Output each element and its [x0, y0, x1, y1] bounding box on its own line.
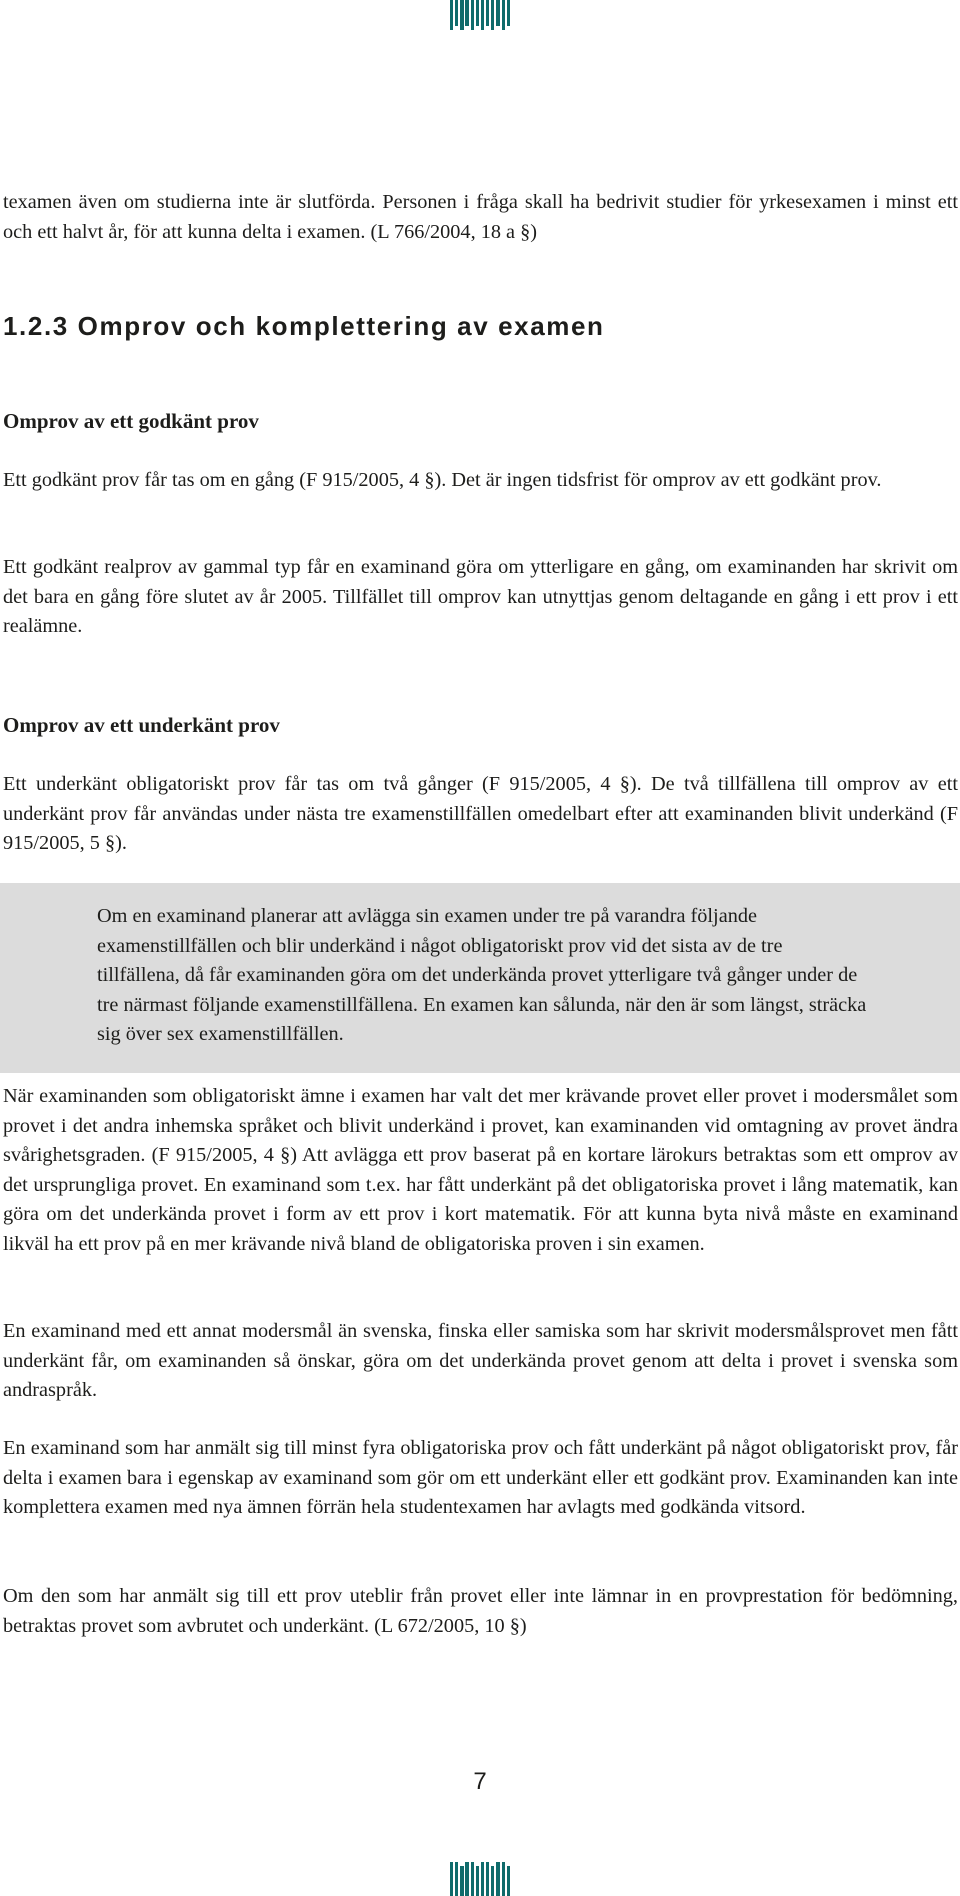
- subsection-heading-failed-retake: Omprov av ett underkänt prov: [3, 713, 280, 737]
- header-stripes-decoration: [450, 0, 510, 30]
- paragraph-failed-retake: Ett underkänt obligatoriskt prov får tas om två gånger (F 915/2005, 4 §). De två tillfällena till omprov av ett underkänt prov får användas under nästa tre examenstillfällen omedelbart efter att examinanden blivit underkänd (F 915/2005, 5 §).: [3, 773, 958, 854]
- paragraph-difficulty-change: När examinanden som obligatoriskt ämne i examen har valt det mer krävande provet eller provet i modersmålet som provet i det andra inhemska språket och blivit underkänd i provet, kan examinanden vid omtagning av provet ändra svårighetsgraden. (F 915/2005, 4 §) Att avlägga ett prov baserat på en kortare lärokurs betraktas som ett omprov av det ursprungliga provet. En examinand som t.ex. har fått underkänt på det obligatoriska provet i lång matematik, kan göra om det underkända provet i form av ett prov i kort matematik. För att kunna byta nivå måste en examinand likväl ha ett prov på en mer krävande nivå bland de obligatoriska proven i sin examen.: [3, 1085, 958, 1255]
- paragraph-other-mother-tongue: En examinand med ett annat modersmål än svenska, finska eller samiska som har skrivit modersmålsprovet men fått underkänt får, om examinanden så önskar, göra om det underkända provet genom att delta i provet i svenska som andraspråk.: [3, 1320, 958, 1401]
- callout-box: [0, 883, 960, 1073]
- section-heading: 1.2.3 Omprov och komplettering av examen: [3, 311, 605, 341]
- subsection-heading-approved-retake: Omprov av ett godkänt prov: [3, 409, 259, 433]
- paragraph-absent-from-test: Om den som har anmält sig till ett prov uteblir från provet eller inte lämnar in en provprestation för bedömning, betraktas provet som avbrutet och underkänt. (L 672/2005, 10 §): [3, 1585, 958, 1637]
- intro-paragraph: texamen även om studierna inte är slutförda. Personen i fråga skall ha bedrivit studier för yrkesexamen i minst ett och ett halvt år, för att kunna delta i examen. (L 766/2004, 18 a §): [3, 191, 958, 243]
- paragraph-four-compulsory-tests: En examinand som har anmält sig till minst fyra obligatoriska prov och fått underkänt på något obligatoriskt prov, får delta i examen bara i egenskap av examinand som gör om ett underkänt eller ett godkänt prov. Examinanden kan inte komplettera examen med nya ämnen förrän hela studentexamen har avlagts med godkända vitsord.: [3, 1437, 958, 1518]
- paragraph-approved-retake-1: Ett godkänt prov får tas om en gång (F 915/2005, 4 §). Det är ingen tidsfrist för omprov av ett godkänt prov.: [3, 469, 882, 491]
- callout-text: Om en examinand planerar att avlägga sin examen under tre på varandra följande examenstillfällen och blir underkänd i något obligatoriskt prov vid det sista av de tre tillfällena, då får examinanden göra om det underkända provet ytterligare två gånger under de tre närmast följande examenstillfällena. En examen kan sålunda, när den är som längst, sträcka sig över sex examenstillfällen.: [97, 905, 867, 1045]
- footer-stripes-decoration: [450, 1862, 510, 1896]
- page-number: 7: [473, 1768, 487, 1795]
- paragraph-approved-retake-2: Ett godkänt realprov av gammal typ får en examinand göra om ytterligare en gång, om examinanden har skrivit om det bara en gång före slutet av år 2005. Tillfället till omprov kan utnyttjas genom deltagande en gång i ett prov i ett realämne.: [3, 556, 958, 637]
